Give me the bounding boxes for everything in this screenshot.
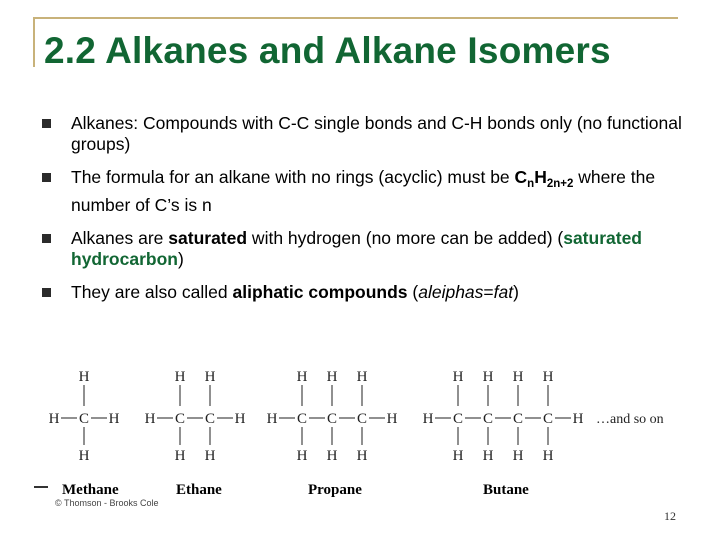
hydrogen-atom: H: [108, 411, 120, 427]
hydrogen-atom: H: [386, 411, 398, 427]
carbon-atom: C: [512, 411, 524, 427]
bullet-item: [38, 167, 698, 216]
caption-butane: Butane: [483, 482, 529, 498]
formula-carbon-subscript: n: [527, 178, 535, 190]
square-bullet-icon: [42, 119, 51, 128]
caption-dash: [34, 486, 48, 488]
hydrogen-atom: H: [542, 369, 554, 385]
formula-hydrogen-subscript: 2n+2: [546, 178, 574, 190]
caption-ethane: Ethane: [176, 482, 222, 498]
hydrogen-atom: H: [296, 369, 308, 385]
page-number: 12: [664, 509, 676, 523]
bold-term: aliphatic compounds: [232, 282, 408, 302]
hydrogen-atom: H: [144, 411, 156, 427]
bullet-text: with hydrogen (no more can be added) (: [247, 228, 564, 248]
italic-term: aleiphas: [418, 282, 484, 302]
hydrogen-atom: H: [356, 369, 368, 385]
hydrogen-atom: H: [204, 369, 216, 385]
bullet-text: =: [483, 282, 494, 302]
hydrogen-atom: H: [174, 448, 186, 464]
hydrogen-atom: H: [422, 411, 434, 427]
carbon-atom: C: [204, 411, 216, 427]
bullet-item: [38, 228, 698, 270]
hydrogen-atom: H: [296, 448, 308, 464]
hydrogen-atom: H: [482, 369, 494, 385]
carbon-atom: C: [78, 411, 90, 427]
hydrogen-atom: H: [78, 369, 90, 385]
alkane-structures-diagram: [40, 355, 700, 475]
carbon-atom: C: [326, 411, 338, 427]
slide-title: 2.2 Alkanes and Alkane Isomers: [44, 30, 611, 71]
formula-hydrogen: H: [534, 167, 547, 187]
italic-term: fat: [493, 282, 514, 302]
caption-methane: Methane: [62, 482, 119, 498]
bullet-text: The formula for an alkane with no rings (acyclic) must be: [71, 167, 515, 187]
frame-left-rule: [33, 17, 35, 67]
continuation-label: …and so on: [596, 412, 664, 427]
carbon-atom: C: [174, 411, 186, 427]
hydrogen-atom: H: [234, 411, 246, 427]
hydrogen-atom: H: [356, 448, 368, 464]
hydrogen-atom: H: [512, 448, 524, 464]
hydrogen-atom: H: [174, 369, 186, 385]
square-bullet-icon: [42, 234, 51, 243]
bullet-text: They are also called: [71, 282, 233, 302]
bullet-item: [38, 282, 698, 303]
hydrogen-atom: H: [452, 448, 464, 464]
carbon-atom: C: [482, 411, 494, 427]
hydrogen-atom: H: [452, 369, 464, 385]
hydrogen-atom: H: [512, 369, 524, 385]
carbon-atom: C: [356, 411, 368, 427]
hydrogen-atom: H: [326, 369, 338, 385]
bullet-text: ): [513, 282, 519, 302]
caption-propane: Propane: [308, 482, 362, 498]
square-bullet-icon: [42, 173, 51, 182]
bullet-item: [38, 113, 698, 155]
formula-carbon: C: [514, 167, 528, 187]
hydrogen-atom: H: [48, 411, 60, 427]
carbon-atom: C: [452, 411, 464, 427]
hydrogen-atom: H: [542, 448, 554, 464]
bullet-list: [38, 113, 698, 315]
carbon-atom: C: [296, 411, 308, 427]
bullet-text: where the number of C’s is n: [71, 167, 656, 215]
frame-top-rule: [33, 17, 678, 19]
bullet-text: (: [407, 282, 419, 302]
hydrogen-atom: H: [266, 411, 278, 427]
bullet-text: ): [177, 249, 184, 269]
highlighted-term: saturated hydrocarbon: [71, 228, 642, 269]
hydrogen-atom: H: [78, 448, 90, 464]
hydrogen-atom: H: [204, 448, 216, 464]
hydrogen-atom: H: [326, 448, 338, 464]
hydrogen-atom: H: [482, 448, 494, 464]
hydrogen-atom: H: [572, 411, 584, 427]
square-bullet-icon: [42, 288, 51, 297]
bullet-text: Alkanes are: [71, 228, 169, 248]
image-credit: © Thomson - Brooks Cole: [55, 498, 159, 508]
structural-formulas: [40, 355, 700, 475]
bullet-text: Alkanes: Compounds with C-C single bonds and C-H bonds only (no functional groups): [71, 113, 682, 154]
carbon-atom: C: [542, 411, 554, 427]
bold-term: saturated: [168, 228, 248, 248]
